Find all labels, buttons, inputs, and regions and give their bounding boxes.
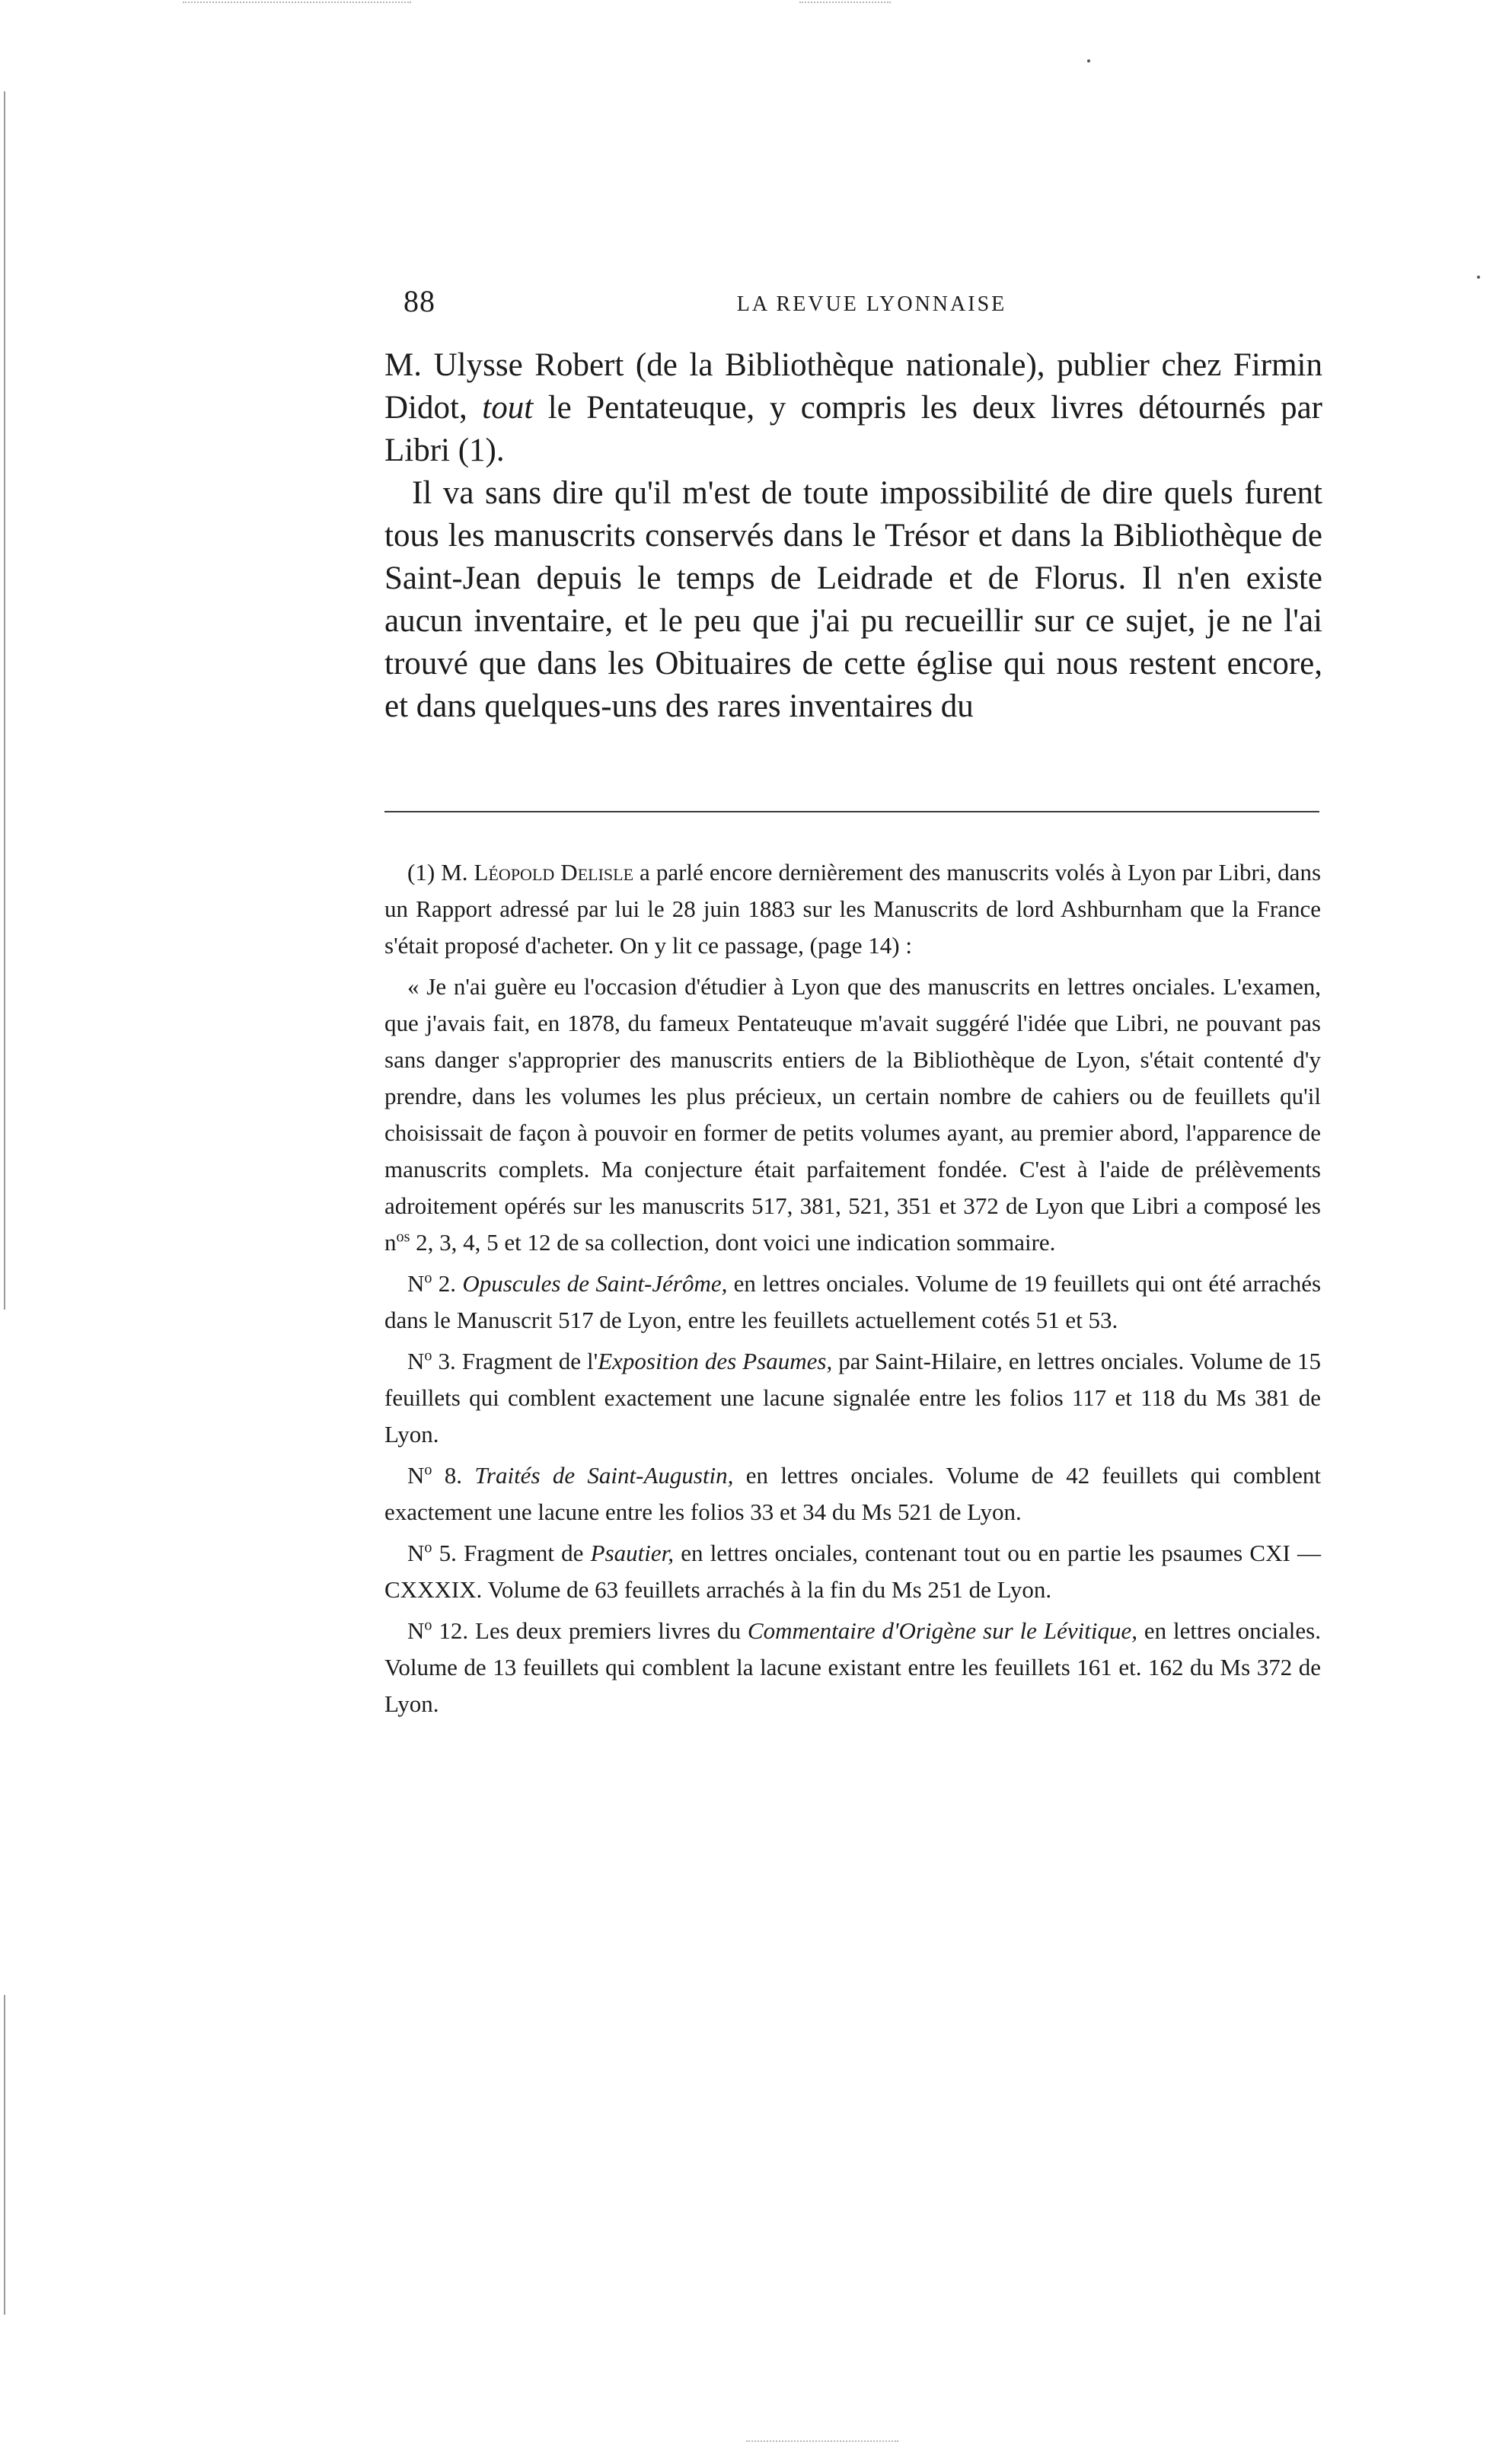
page-number: 88 <box>404 284 435 318</box>
scan-speck <box>1477 276 1480 279</box>
scan-edge-line <box>4 1995 5 2315</box>
body-text <box>384 344 1322 728</box>
footnote-divider <box>384 811 1319 812</box>
manuscript-item: $N^o$ 5. Fragment de Psautier, en lettres onciales, contenant tout ou en partie les psaumes CXI — CXXXIX. Volume de 63 feuillets arrachés à la fin du Ms 251 de Lyon. <box>384 1539 1321 1603</box>
scan-speck <box>1087 59 1090 62</box>
footnote-author: M. Léopold Delisle <box>441 859 634 886</box>
footnote-marker: (1) <box>407 859 435 886</box>
manuscript-item: $N^o$ 3. Fragment de l'Exposition des Psaumes, par Saint-Hilaire, en lettres onciales. Volume de 15 feuillets qui comblent exactement une lacune signalée entre les folios 117 et 118 du Ms 381 de Lyon. <box>384 1347 1321 1447</box>
body-paragraph-1: M. Ulysse Robert (de la Bibliothèque nationale), publier chez Firmin Didot, tout le Pentateuque, y compris les deux livres détournés par Libri (1). <box>384 347 1322 468</box>
scan-mark-top <box>183 2 411 3</box>
footnote <box>384 854 1321 1722</box>
page-header <box>404 283 1340 329</box>
footnote-intro: (1) M. Léopold Delisle a parlé encore dernièrement des manuscrits volés à Lyon par Libri, dans un Rapport adressé par lui le 28 juin 1883 sur les Manuscrits de lord Ashburnham que la France s'était proposé d'acheter. On y lit ce passage, (page 14) : <box>384 859 1322 959</box>
scan-mark-top <box>799 2 891 3</box>
manuscript-item: $N^o$ 12. Les deux premiers livres du Commentaire d'Origène sur le Lévitique, en lettres onciales. Volume de 13 feuillets qui comblent la lacune existant entre les feuillets 161 et. 162 du Ms 372 de Lyon. <box>384 1617 1321 1717</box>
footnote-quote: « Je n'ai guère eu l'occasion d'étudier à Lyon que des manuscrits en lettres onciales. L'examen, que j'avais fait, en 1878, du fameux Pentateuque m'avait suggéré l'idée que Libri, ne pouvant pas sans danger s'approprier des manuscrits entiers de la Bibliothèque de Lyon, s'était contenté d'y prendre, dans les volumes les plus précieux, un certain nombre de cahiers ou de feuillets qu'il choisissait de façon à pouvoir en former de petits volumes ayant, au premier abord, l'apparence de manuscrits complets. Ma conjecture était parfaitement fondée. C'est à l'aide de prélèvements adroitement opérés sur les manuscrits 517, 381, 521, 351 et 372 de Lyon que Libri a composé les $n^{os}$ 2, 3, 4, 5 et 12 de sa collection, dont voici une indication sommaire. <box>384 973 1321 1256</box>
scan-mark-bottom <box>746 2440 898 2442</box>
manuscript-item: $N^o$ 2. Opuscules de Saint-Jérôme, en lettres onciales. Volume de 19 feuillets qui ont été arrachés dans le Manuscrit 517 de Lyon, entre les feuillets actuellement cotés 51 et 53. <box>384 1269 1322 1333</box>
manuscript-item: $N^o$ 8. Traités de Saint-Augustin, en lettres onciales. Volume de 42 feuillets qui comblent exactement une lacune entre les folios 33 et 34 du Ms 521 de Lyon. <box>384 1461 1321 1525</box>
running-title: LA REVUE LYONNAISE <box>736 292 1007 316</box>
scan-edge-line <box>4 91 5 1310</box>
body-paragraph-2: Il va sans dire qu'il m'est de toute impossibilité de dire quels furent tous les manuscrits conservés dans le Trésor et dans la Bibliothèque de Saint-Jean depuis le temps de Leidrade et de Florus. Il n'en existe aucun inventaire, et le peu que j'ai pu recueillir sur ce sujet, je ne l'ai trouvé que dans les Obituaires de cette église qui nous restent encore, et dans quelques-uns des rares inventaires du <box>384 475 1322 724</box>
